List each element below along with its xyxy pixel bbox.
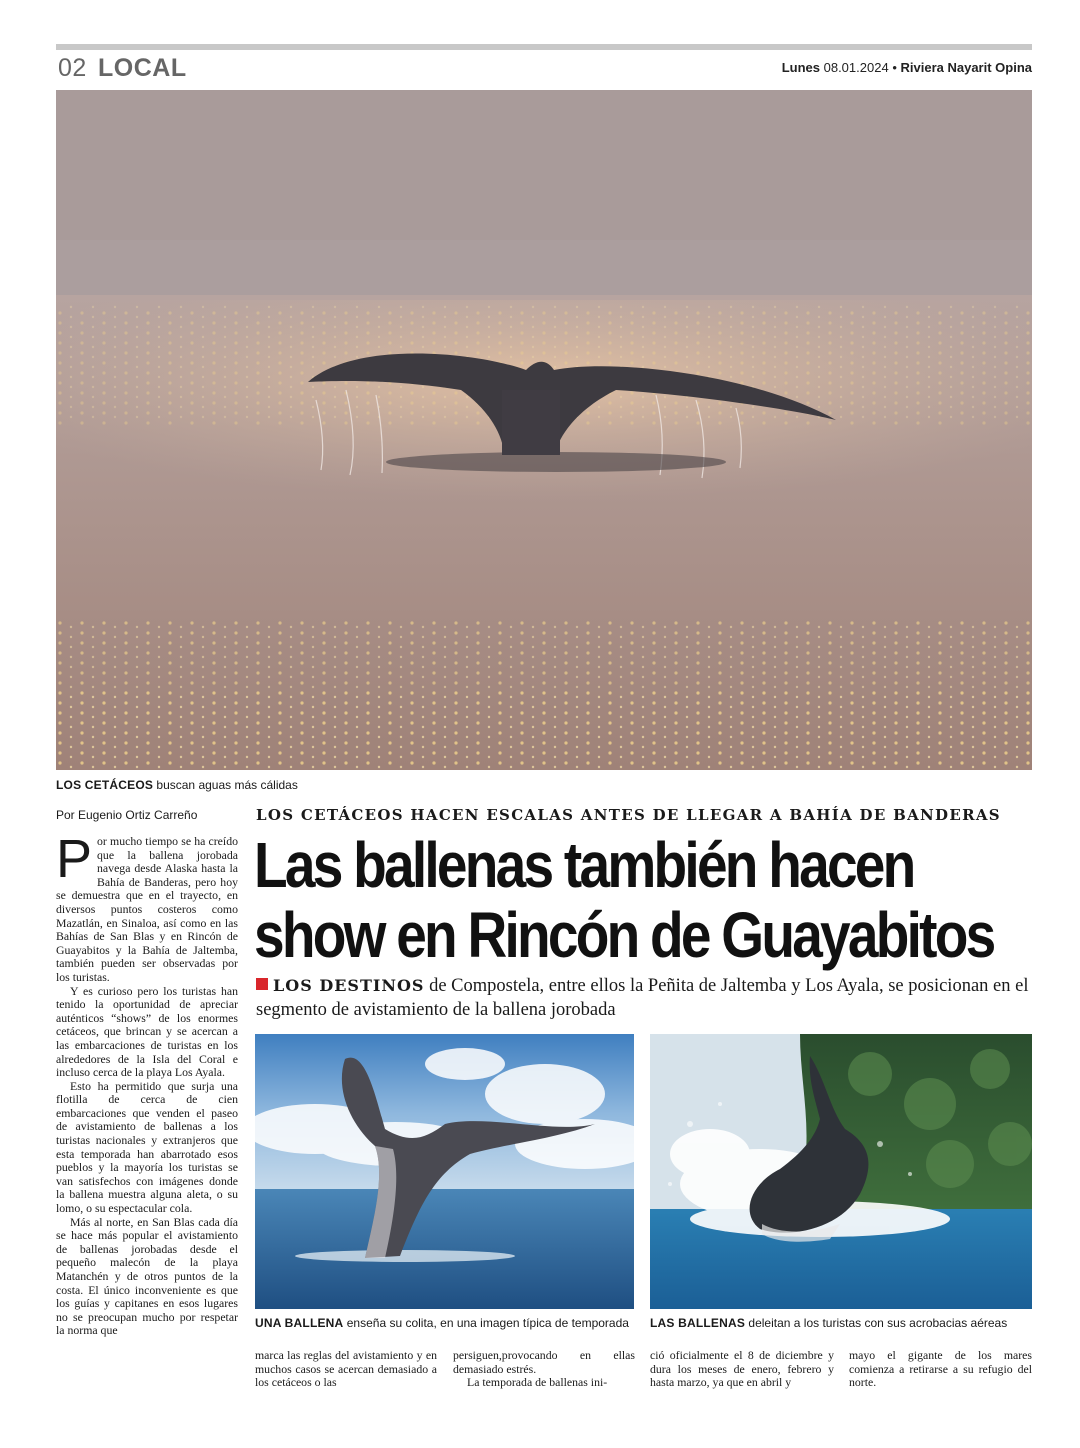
- body-column-2: [255, 1349, 437, 1390]
- paragraph: La temporada de ballenas ini-: [467, 1375, 608, 1390]
- red-square-marker: [256, 978, 268, 990]
- paragraph: mayo el gigante de los mares comienza a retirarse a su refugio del norte.: [849, 1348, 1032, 1390]
- deck: [256, 974, 1036, 1022]
- paragraph: Esto ha permitido que surja una flotilla de cerca de cien embarcaciones que venden el paseo de avistamiento de ballenas a los turistas nacionales y extranjeros que esta temporada han abarrotado esos pueblos y la mayoría los turistas se van satisfechos con imágenes donde la ballena muestra alguna aleta, o su lomo, o su espectacular cola.: [56, 1078, 238, 1216]
- whale-tail-illustration: [56, 90, 1032, 770]
- kicker: LOS CETÁCEOS HACEN ESCALAS ANTES DE LLEGAR A BAHÍA DE BANDERAS: [256, 806, 1001, 824]
- paragraph: Más al norte, en San Blas cada día se hace más popular el avistamiento de ballenas jorobadas desde el pequeño malecón de la playa Matanchén y de otros puntos de la costa. El único inconveniente es que los guías y capitanes en esos lugares no se preocupan mucho por respetar la norma que: [56, 1214, 238, 1338]
- top-rule: [56, 44, 1032, 50]
- page-number: 02: [58, 54, 87, 82]
- publication-name: Riviera Nayarit Opina: [900, 60, 1032, 75]
- photo-right-caption: LAS BALLENAS deleitan a los turistas con sus acrobacias aéreas: [650, 1316, 1008, 1330]
- paragraph: Y es curioso pero los turistas han tenido la oportunidad de apreciar auténticos “shows” de los enormes cetáceos, que brincan y se acercan a las embarcaciones de turistas en los alrededores de la Isla del Coral e incluso cerca de la playa Los Ayala.: [56, 983, 238, 1080]
- drop-cap: P: [56, 829, 93, 889]
- whale-breach-photo-illustration: [650, 1034, 1032, 1309]
- deck-text: de Compostela, entre ellos la Peñita de Jaltemba y Los Ayala, se posicionan en el segmento de avistamiento de la ballena jorobada: [256, 976, 1029, 1020]
- body-column-1: [56, 829, 238, 1338]
- page-header: [56, 54, 1032, 86]
- dateline: [782, 60, 1032, 75]
- body-column-5: [849, 1349, 1032, 1390]
- paragraph: Por mucho tiempo se ha creído que la ballena jorobada navega desde Alaska hasta la Bahía de Banderas, pero hoy se demuestra que en el trayecto, en diversos puntos costeros como Mazatlán, en Sinaloa, así como en las Bahías de San Blas y en Rincón de Guayabitos y la Bahía de Jaltemba, también pueden ser observadas por los turistas.: [56, 829, 238, 984]
- byline: Por Eugenio Ortiz Carreño: [56, 808, 198, 822]
- hero-photo: [56, 90, 1032, 770]
- headline-line-1: Las ballenas también hacen: [254, 829, 914, 901]
- paragraph: persiguen,provocando en ellas demasiado estrés.: [453, 1348, 635, 1376]
- headline: [254, 829, 994, 971]
- body-column-3: [453, 1349, 635, 1390]
- whale-tail-photo-illustration: [255, 1034, 634, 1309]
- photo-whale-breach: [650, 1034, 1032, 1309]
- hero-caption: LOS CETÁCEOS buscan aguas más cálidas: [56, 778, 298, 792]
- date-label: 08.01.2024: [823, 60, 889, 75]
- day-label: Lunes: [781, 60, 820, 75]
- body-column-4: [650, 1349, 834, 1390]
- deck-lead: LOS DESTINOS: [273, 976, 425, 995]
- bullet-separator: •: [892, 60, 897, 75]
- paragraph: ció oficialmente el 8 de diciembre y dura los meses de enero, febrero y hasta marzo, ya que en abril y: [650, 1348, 834, 1390]
- headline-line-2: show en Rincón de Guayabitos: [254, 899, 994, 971]
- section-title: LOCAL: [98, 54, 187, 82]
- photo-left-caption: UNA BALLENA enseña su colita, en una imagen típica de temporada: [255, 1316, 629, 1330]
- photo-whale-tail: [255, 1034, 634, 1309]
- paragraph: marca las reglas del avistamiento y en muchos casos se acercan demasiado a los cetáceos o las: [255, 1348, 437, 1390]
